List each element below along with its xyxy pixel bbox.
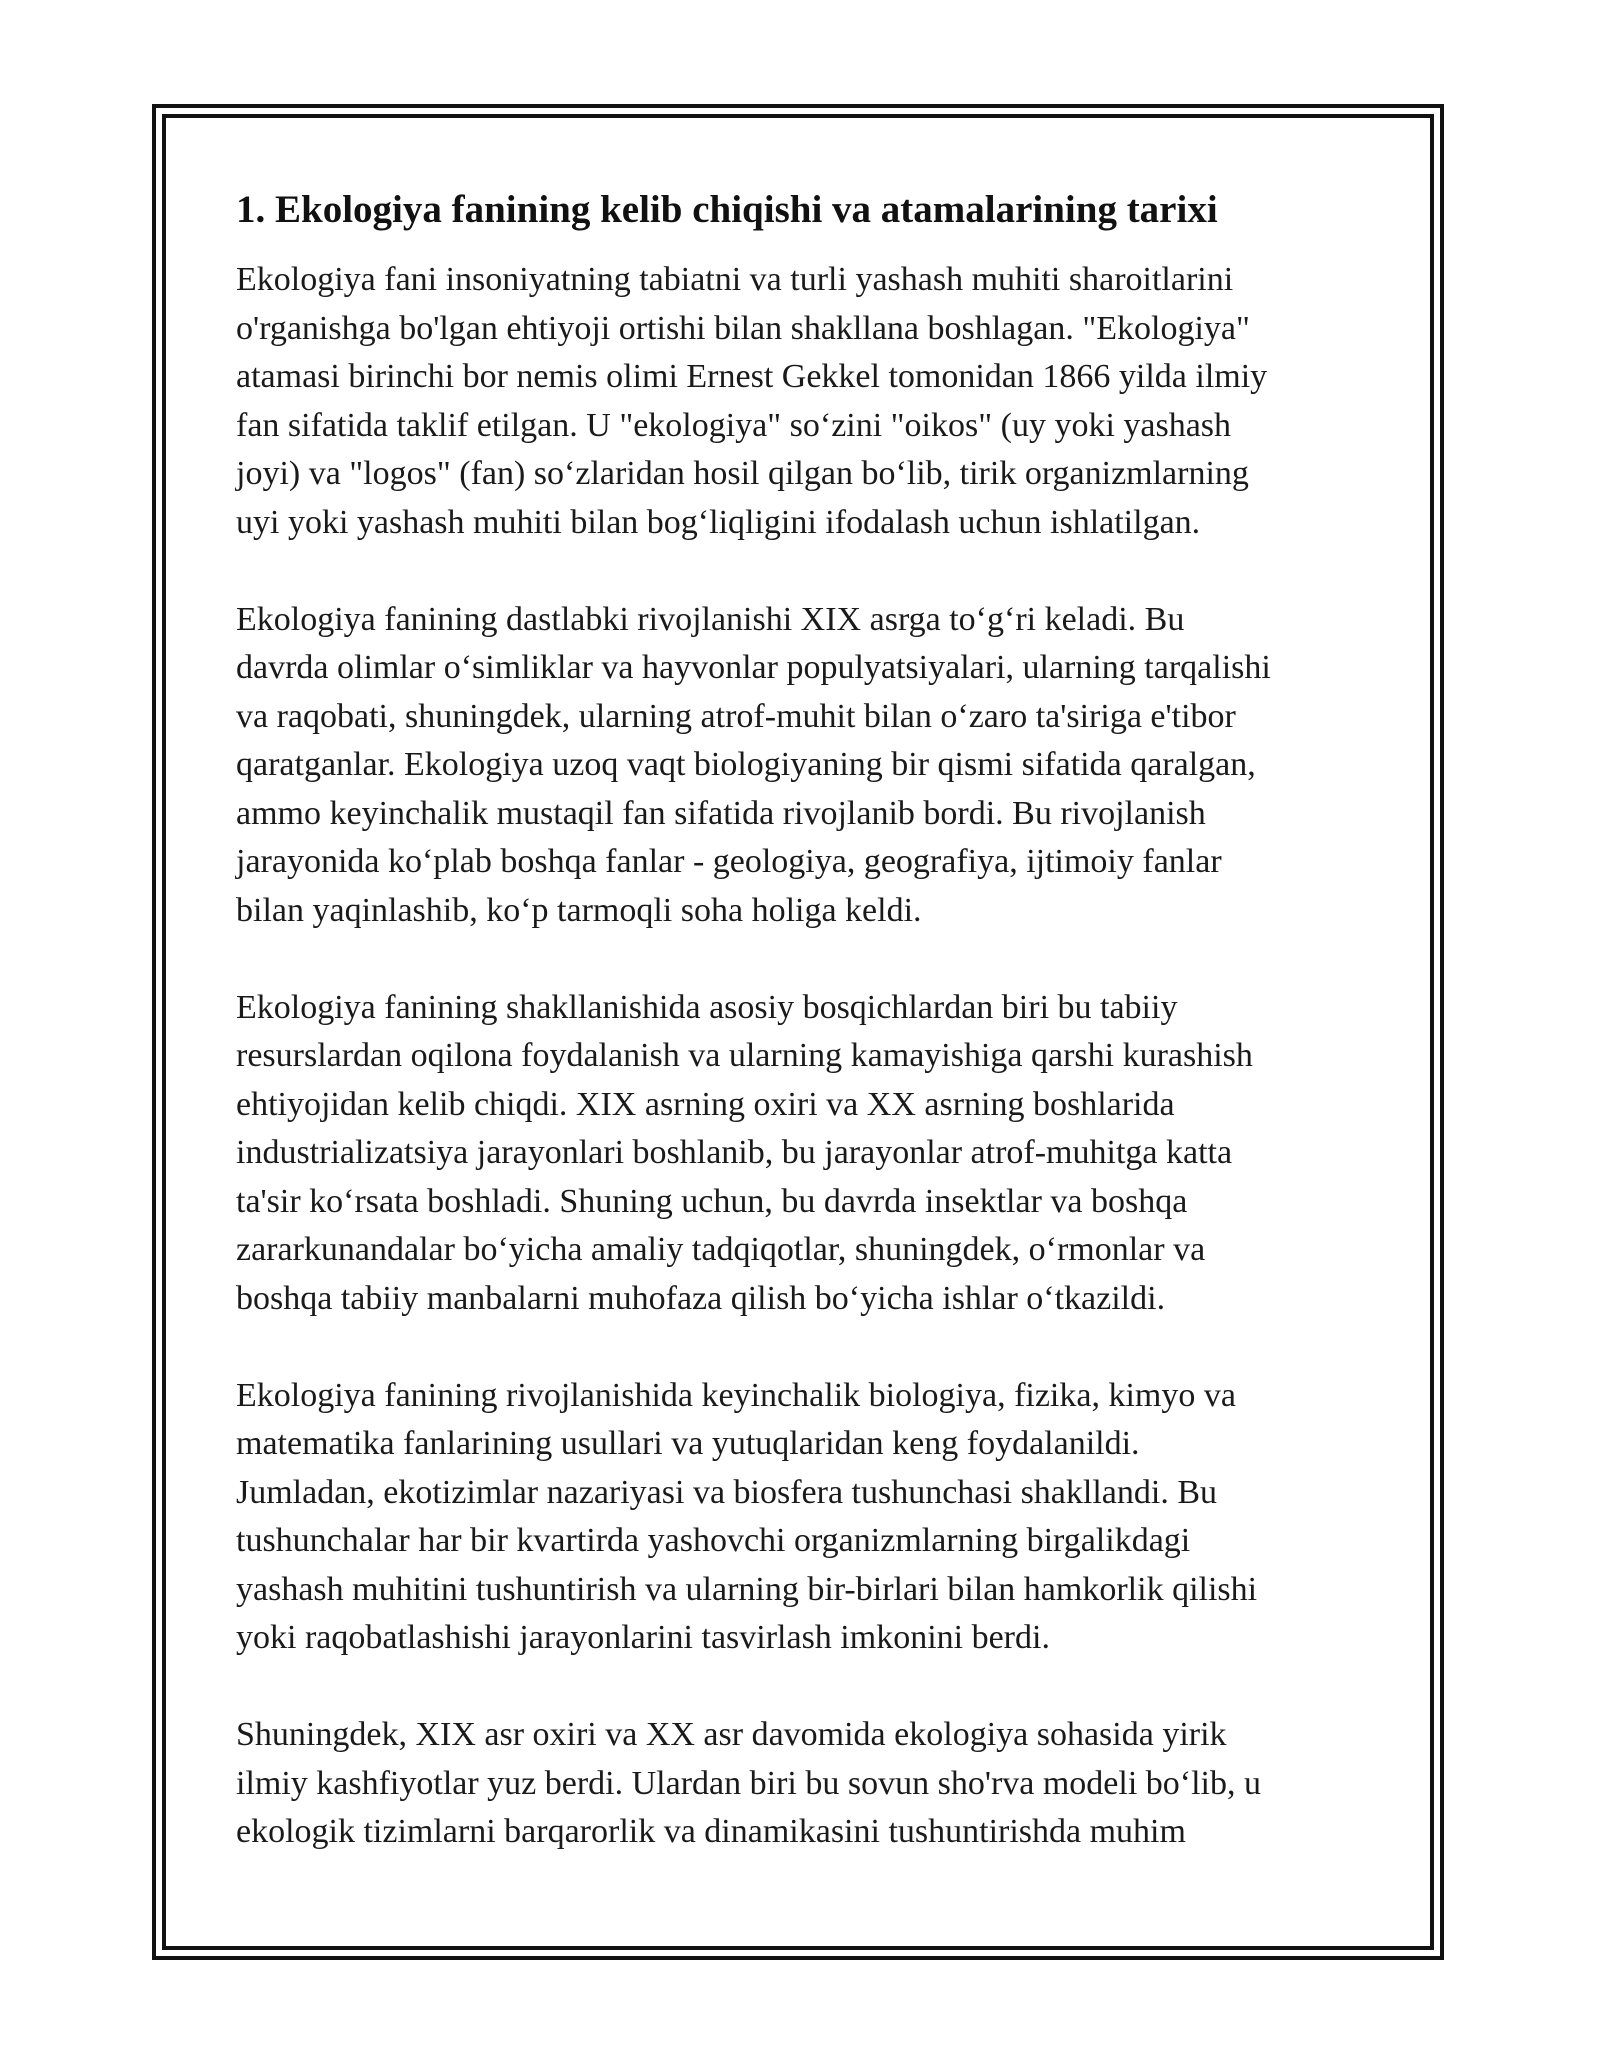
text-line: Shuningdek, XIX asr oxiri va XX asr davomida ekologiya sohasida yirik: [236, 1716, 1227, 1753]
text-line: qaratganlar. Ekologiya uzoq vaqt biologiyaning bir qismi sifatida qaralgan,: [236, 746, 1256, 783]
text-line: matematika fanlarining usullari va yutuqlaridan keng foydalanildi.: [236, 1425, 1140, 1462]
text-line: atamasi birinchi bor nemis olimi Ernest Gekkel tomonidan 1866 yilda ilmiy: [236, 358, 1268, 395]
text-line: va raqobati, shuningdek, ularning atrof-muhit bilan o‘zaro ta'siriga e'tibor: [236, 697, 1236, 735]
paragraph-1: [236, 256, 1366, 547]
text-line: boshqa tabiiy manbalarni muhofaza qilish bo‘yicha ishlar o‘tkazildi.: [236, 1279, 1166, 1317]
text-line: tushunchalar har bir kvartirda yashovchi organizmlarning birgalikdagi: [236, 1522, 1191, 1559]
text-line: o'rganishga bo'lgan ehtiyoji ortishi bilan shakllana boshlagan. "Ekologiya": [236, 309, 1250, 347]
text-line: Jumladan, ekotizimlar nazariyasi va biosfera tushunchasi shakllandi. Bu: [236, 1473, 1218, 1511]
text-line: jarayonida ko‘plab boshqa fanlar - geologiya, geografiya, ijtimoiy fanlar: [236, 843, 1222, 880]
paragraph-3: [236, 984, 1366, 1324]
text-line: Ekologiya fanining rivojlanishida keyinchalik biologiya, fizika, kimyo va: [236, 1376, 1236, 1414]
text-line: ta'sir ko‘rsata boshladi. Shuning uchun, bu davrda insektlar va boshqa: [236, 1182, 1188, 1220]
paragraph-2: [236, 596, 1366, 936]
text-line: Ekologiya fanining shakllanishida asosiy bosqichlardan biri bu tabiiy: [236, 988, 1178, 1026]
text-line: uyi yoki yashash muhiti bilan bog‘liqligini ifodalash uchun ishlatilgan.: [236, 503, 1201, 541]
text-line: zararkunandalar bo‘yicha amaliy tadqiqotlar, shuningdek, o‘rmonlar va: [236, 1231, 1206, 1268]
text-line: yashash muhitini tushuntirish va ularning bir-birlari bilan hamkorlik qilishi: [236, 1570, 1258, 1608]
text-line: Ekologiya fanining dastlabki rivojlanishi XIX asrga to‘g‘ri keladi. Bu: [236, 600, 1185, 638]
text-line: davrda olimlar o‘simliklar va hayvonlar populyatsiyalari, ularning tarqalishi: [236, 649, 1271, 686]
text-line: fan sifatida taklif etilgan. U "ekologiya" so‘zini "oikos" (uy yoki yashash: [236, 406, 1232, 444]
text-line: ekologik tizimlarni barqarorlik va dinamikasini tushuntirishda muhim: [236, 1813, 1186, 1850]
text-line: bilan yaqinlashib, ko‘p tarmoqli soha holiga keldi.: [236, 891, 922, 929]
text-line: ilmiy kashfiyotlar yuz berdi. Ulardan biri bu sovun sho'rva modeli bo‘lib, u: [236, 1764, 1261, 1802]
text-line: resurslardan oqilona foydalanish va ularning kamayishiga qarshi kurashish: [236, 1037, 1253, 1074]
text-line: yoki raqobatlashishi jarayonlarini tasvirlash imkonini berdi.: [236, 1619, 1050, 1656]
text-line: Ekologiya fani insoniyatning tabiatni va turli yashash muhiti sharoitlarini: [236, 261, 1234, 298]
section-heading: 1. Ekologiya fanining kelib chiqishi va atamalarining tarixi: [236, 188, 1218, 231]
text-line: ehtiyojidan kelib chiqdi. XIX asrning oxiri va XX asrning boshlarida: [236, 1085, 1175, 1123]
text-line: joyi) va "logos" (fan) so‘zlaridan hosil qilgan bo‘lib, tirik organizmlarning: [236, 455, 1249, 492]
document-body: [236, 186, 1366, 1905]
text-line: industrializatsiya jarayonlari boshlanib, bu jarayonlar atrof-muhitga katta: [236, 1134, 1233, 1171]
paragraph-5: [236, 1711, 1366, 1857]
paragraph-4: [236, 1372, 1366, 1663]
text-line: ammo keyinchalik mustaqil fan sifatida rivojlanib bordi. Bu rivojlanish: [236, 794, 1206, 832]
